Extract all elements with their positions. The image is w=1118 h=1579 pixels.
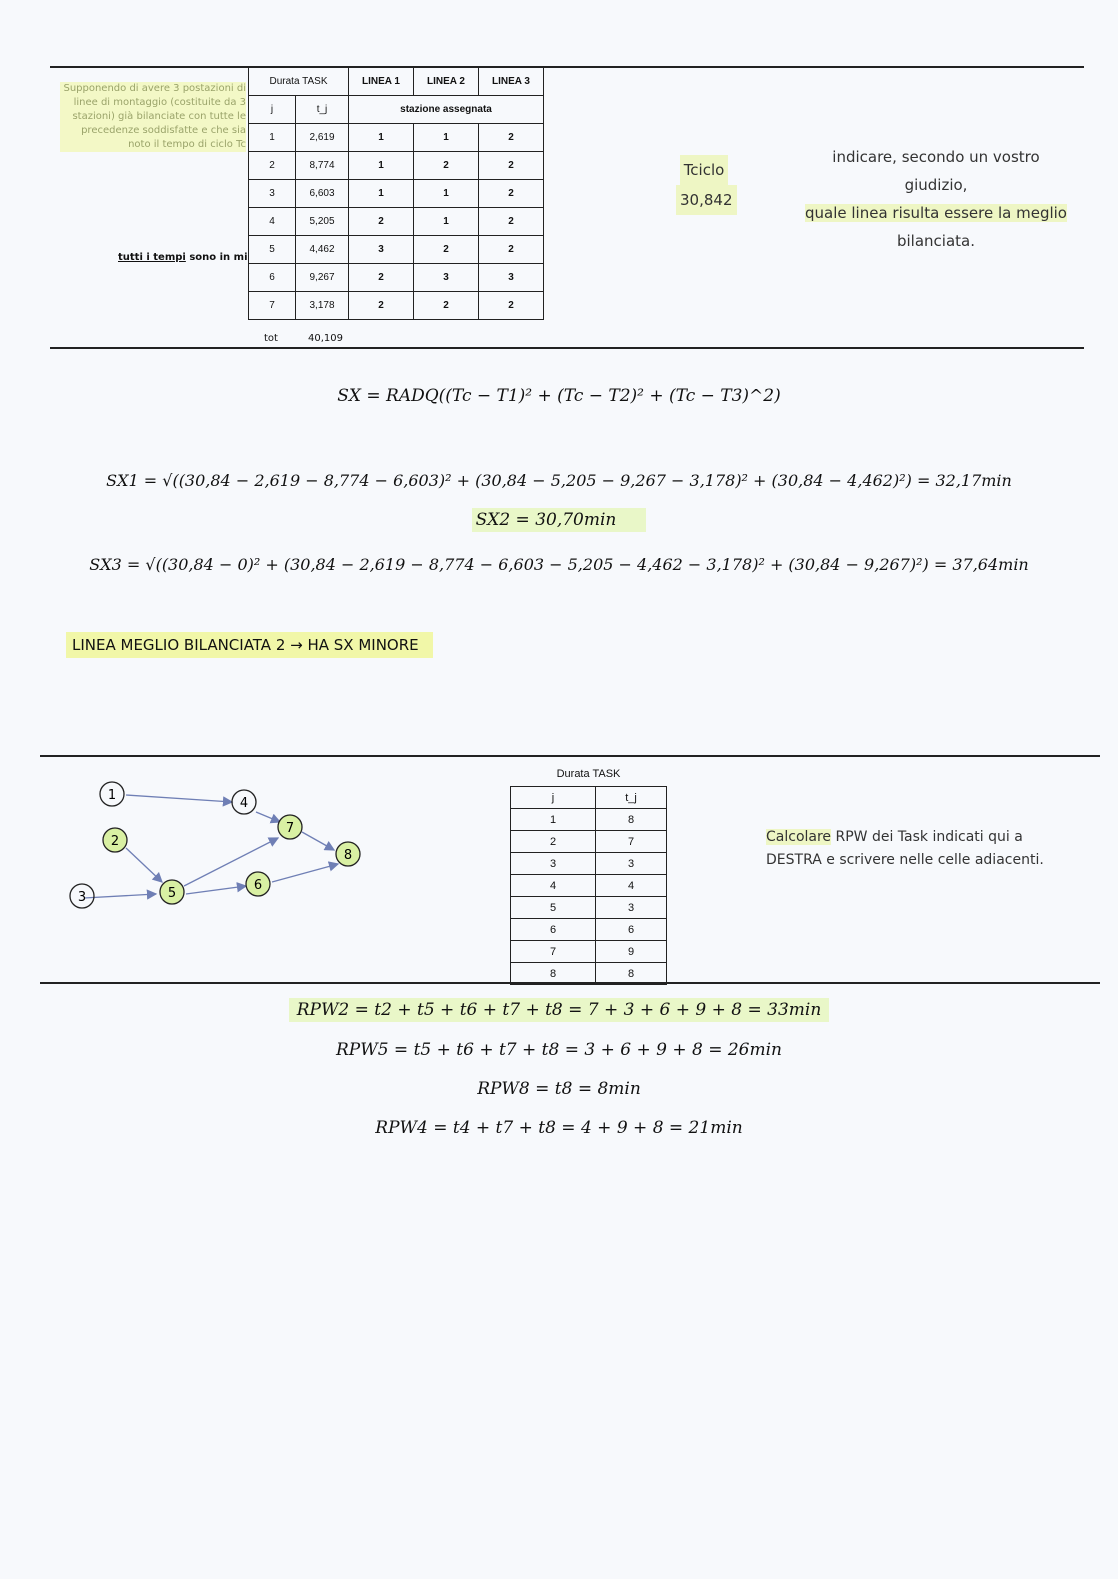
cell-t: 9 (596, 941, 667, 963)
cell-t: 8,774 (296, 152, 349, 180)
cell-l1: 1 (349, 124, 414, 152)
cell-l3: 2 (479, 180, 544, 208)
cell-t: 5,205 (296, 208, 349, 236)
tciclo-label: Tciclo (680, 155, 729, 185)
edge-5-6 (186, 886, 246, 894)
cell-j: 5 (511, 897, 596, 919)
units-note (118, 252, 248, 263)
tciclo-value: 30,842 (676, 185, 737, 215)
formula-sx1: SX1 = √((30,84 − 2,619 − 8,774 − 6,603)² + (30,84 − 5,205 − 9,267 − 3,178)² + (30,84 − 4,462)²) = 32,17min (106, 471, 1012, 490)
tciclo-box (676, 155, 732, 215)
cell-j: 3 (511, 853, 596, 875)
table-row (249, 264, 544, 292)
cell-l1: 3 (349, 236, 414, 264)
cell-t: 7 (596, 831, 667, 853)
cell-t: 9,267 (296, 264, 349, 292)
cell-l2: 2 (414, 292, 479, 320)
cell-j: 5 (249, 236, 296, 264)
units-note-rest: sono in mi (185, 252, 248, 263)
units-note-underlined: tutti i tempi (118, 252, 186, 263)
cell-j: 6 (249, 264, 296, 292)
node-1-label: 1 (107, 788, 117, 803)
edge-3-5 (84, 894, 156, 898)
subheader-assigned: stazione assegnata (349, 96, 544, 124)
cell-l3: 2 (479, 152, 544, 180)
cell-j: 1 (511, 809, 596, 831)
node-8-label: 8 (343, 848, 353, 863)
conclusion-text: LINEA MEGLIO BILANCIATA 2 → HA SX MINORE (66, 632, 433, 658)
rpw8-formula: RPW8 = t8 = 8min (477, 1079, 641, 1099)
separator-top (50, 66, 1084, 68)
cell-j: 7 (249, 292, 296, 320)
formula-sx3: SX3 = √((30,84 − 0)² + (30,84 − 2,619 − 8,774 − 6,603 − 5,205 − 4,462 − 3,178)² + (30,84 − 9,267)²) = 37,64min (89, 555, 1029, 574)
cell-j: 1 (249, 124, 296, 152)
table-row (511, 853, 667, 875)
cell-l2: 1 (414, 180, 479, 208)
cell-l2: 1 (414, 208, 479, 236)
instruction-calcolare: Calcolare (766, 829, 832, 845)
cell-l1: 2 (349, 292, 414, 320)
cell-t: 8 (596, 809, 667, 831)
edge-7-8 (302, 832, 334, 850)
question-line-1: indicare, secondo un vostro giudizio, (832, 148, 1040, 194)
cell-l1: 1 (349, 152, 414, 180)
cell-j: 4 (511, 875, 596, 897)
cell-l3: 2 (479, 236, 544, 264)
tot-label: tot (264, 333, 278, 344)
cell-t: 3 (596, 853, 667, 875)
question-line-3: bilanciata. (896, 232, 975, 250)
question-line-2: quale linea risulta essere la meglio (804, 204, 1067, 222)
node-3-label: 3 (77, 890, 87, 905)
header-linea-1: LINEA 1 (349, 68, 414, 96)
cell-l2: 3 (414, 264, 479, 292)
node-5-label: 5 (167, 886, 177, 901)
line-balancing-table (248, 67, 544, 320)
cell-l1: 2 (349, 208, 414, 236)
cell-l2: 1 (414, 124, 479, 152)
cell-t: 6 (596, 919, 667, 941)
table-row (249, 152, 544, 180)
cell-t: 4,462 (296, 236, 349, 264)
task-duration-table (510, 763, 667, 985)
cell-t: 8 (596, 963, 667, 985)
table-row (249, 180, 544, 208)
formula-sx2 (0, 510, 1118, 530)
formula-sx2-text: SX2 = 30,70min (472, 508, 647, 532)
rpw2-formula (0, 1000, 1118, 1020)
intro-text: Supponendo di avere 3 postazioni di linee di montaggio (costituite da 3 stazioni) già bilanciate con tutte le precedenze soddisfatte e che sia noto il tempo di ciclo Tc (60, 82, 246, 152)
cell-j: 3 (249, 180, 296, 208)
table-row (249, 292, 544, 320)
instruction-line-1-rest: RPW dei Task indicati qui a (831, 829, 1023, 845)
header-durata: Durata TASK (249, 68, 349, 96)
table-row (511, 875, 667, 897)
edge-4-7 (256, 812, 280, 822)
cell-j: 7 (511, 941, 596, 963)
cell-t: 3,178 (296, 292, 349, 320)
node-7-label: 7 (285, 821, 295, 836)
table-row (511, 919, 667, 941)
edge-1-4 (126, 795, 232, 802)
separator-mid2 (40, 755, 1100, 757)
table-row (511, 809, 667, 831)
cell-l3: 3 (479, 264, 544, 292)
tot-value: 40,109 (308, 333, 343, 344)
cell-l3: 2 (479, 292, 544, 320)
rpw2-text: RPW2 = t2 + t5 + t6 + t7 + t8 = 7 + 3 + 6 + 9 + 8 = 33min (289, 998, 830, 1022)
table-row (511, 831, 667, 853)
edge-2-5 (126, 848, 162, 882)
instruction-text (766, 826, 1066, 872)
cell-j: 2 (249, 152, 296, 180)
cell-t: 6,603 (296, 180, 349, 208)
table-row (249, 208, 544, 236)
cell-l3: 2 (479, 124, 544, 152)
cell-t: 4 (596, 875, 667, 897)
cell-t: 2,619 (296, 124, 349, 152)
cell-l2: 2 (414, 236, 479, 264)
header-linea-3: LINEA 3 (479, 68, 544, 96)
separator-mid1 (50, 347, 1084, 349)
table-row (249, 124, 544, 152)
rpw5-formula: RPW5 = t5 + t6 + t7 + t8 = 3 + 6 + 9 + 8 = 26min (336, 1040, 782, 1060)
instruction-line-2: DESTRA e scrivere nelle celle adiacenti. (766, 852, 1044, 868)
cell-j: 6 (511, 919, 596, 941)
node-2-label: 2 (110, 834, 120, 849)
table-row (511, 897, 667, 919)
precedence-graph (60, 770, 390, 920)
header-linea-2: LINEA 2 (414, 68, 479, 96)
cell-l3: 2 (479, 208, 544, 236)
cell-l2: 2 (414, 152, 479, 180)
node-4-label: 4 (239, 796, 249, 811)
table-row (249, 236, 544, 264)
cell-l1: 2 (349, 264, 414, 292)
table-row (511, 963, 667, 985)
task-table-caption: Durata TASK (556, 767, 621, 780)
question-text (800, 143, 1072, 255)
cell-j: 8 (511, 963, 596, 985)
table-row (511, 941, 667, 963)
cell-l1: 1 (349, 180, 414, 208)
cell-t: 3 (596, 897, 667, 919)
subheader-tj: t_j (596, 787, 667, 809)
rpw4-formula: RPW4 = t4 + t7 + t8 = 4 + 9 + 8 = 21min (375, 1118, 743, 1138)
subheader-tj: t_j (296, 96, 349, 124)
subheader-j: j (249, 96, 296, 124)
node-6-label: 6 (253, 878, 263, 893)
formula-sx: SX = RADQ((Tc − T1)² + (Tc − T2)² + (Tc − T3)^2) (337, 386, 781, 406)
cell-j: 4 (249, 208, 296, 236)
cell-j: 2 (511, 831, 596, 853)
edge-6-8 (272, 864, 338, 882)
subheader-j: j (511, 787, 596, 809)
